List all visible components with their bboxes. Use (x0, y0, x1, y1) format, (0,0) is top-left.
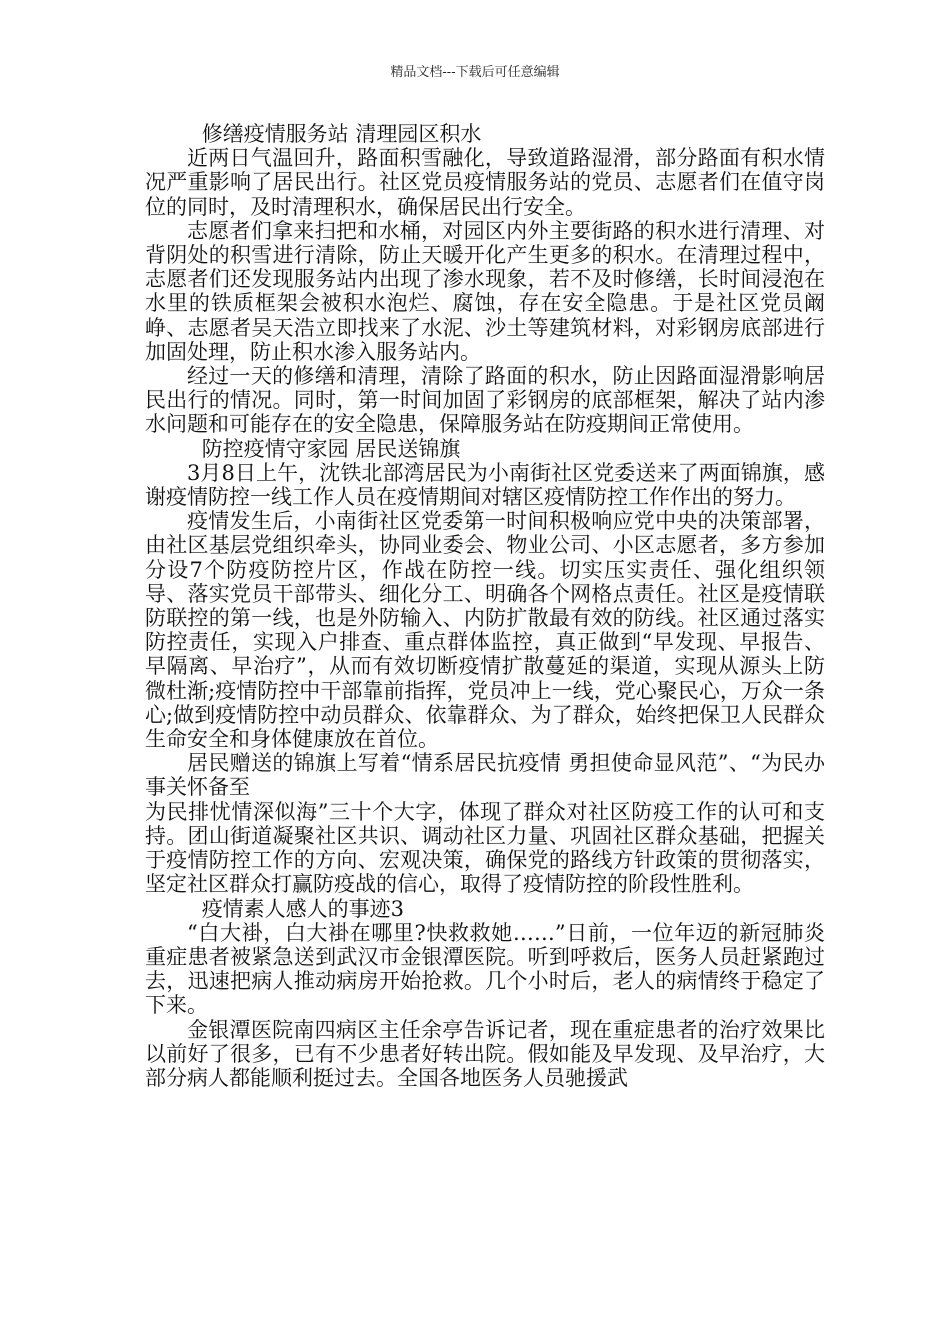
body-paragraph: 近两日气温回升，路面积雪融化，导致道路湿滑，部分路面有积水情况严重影响了居民出行。社区党员疫情服务站的党员、志愿者们在值守岗位的同时，及时清理积水，确保居民出行安全。 (145, 146, 825, 219)
body-paragraph: 居民赠送的锦旗上写着“情系居民抗疫情 勇担使命显风范”、“为民办事关怀备至 (145, 751, 825, 800)
section-title: 修缮疫情服务站 清理园区积水 (201, 122, 482, 146)
page-header: 精品文档---下载后可任意编辑 (390, 65, 560, 80)
body-paragraph: 金银潭医院南四病区主任余亭告诉记者，现在重症患者的治疗效果比以前好了很多，已有不少患者好转出院。假如能及早发现、及早治疗，大部分病人都能顺利挺过去。全国各地医务人员驰援武 (145, 1017, 825, 1090)
section-title: 防控疫情守家园 居民送锦旗 (201, 436, 461, 461)
body-paragraph: 为民排忧情深似海”三十个大字，体现了群众对社区防疫工作的认可和支持。团山街道凝聚社区共识、调动社区力量、巩固社区群众基础，把握关于疫情防控工作的方向、宏观决策，确保党的路线方针政策的贯彻落实，坚定社区群众打赢防疫战的信心，取得了疫情防控的阶段性胜利。 (145, 799, 825, 897)
body-paragraph: 疫情发生后，小南街社区党委第一时间积极响应党中央的决策部署，由社区基层党组织牵头，协同业委会、物业公司、小区志愿者，多方参加分设7个防疫防控片区，作战在防控一线。切实压实责任、强化组织领导、落实党员干部带头、细化分工、明确各个网格点责任。社区是疫情联防联控的第一线，也是外防输入、内防扩散最有效的防线。社区通过落实防控责任，实现入户排查、重点群体监控，真正做到“早发现、早报告、早隔离、早治疗”，从而有效切断疫情扩散蔓延的渠道，实现从源头上防微杜渐;疫情防控中干部靠前指挥，党员冲上一线，党心聚民心，万众一条心;做到疫情防控中动员群众、依靠群众、为了群众，始终把保卫人民群众生命安全和身体健康放在首位。 (145, 509, 825, 752)
document-body (145, 122, 825, 1090)
body-paragraph: 3月8日上午，沈铁北部湾居民为小南街社区党委送来了两面锦旗，感谢疫情防控一线工作人员在疫情期间对辖区疫情防控工作作出的努力。 (145, 460, 825, 510)
section-title: 疫情素人感人的事迹3 (201, 896, 405, 921)
body-paragraph: 志愿者们拿来扫把和水桶，对园区内外主要街路的积水进行清理、对背阴处的积雪进行清除，防止天暖开化产生更多的积水。在清理过程中，志愿者们还发现服务站内出现了渗水现象，若不及时修缮，长时间浸泡在水里的铁质框架会被积水泡烂、腐蚀，存在安全隐患。于是社区党员阚峥、志愿者吴天浩立即找来了水泥、沙土等建筑材料，对彩钢房底部进行加固处理，防止积水渗入服务站内。 (145, 218, 825, 364)
body-paragraph: “白大褂，白大褂在哪里?快救救她……”日前，一位年迈的新冠肺炎重症患者被紧急送到武汉市金银潭医院。听到呼救后，医务人员赶紧跑过去，迅速把病人推动病房开始抢救。几个小时后，老人的病情终于稳定了下来。 (145, 920, 825, 1018)
body-paragraph: 经过一天的修缮和清理，清除了路面的积水，防止因路面湿滑影响居民出行的情况。同时，第一时间加固了彩钢房的底部框架，解决了站内渗水问题和可能存在的安全隐患，保障服务站在防疫期间正常使用。 (145, 364, 825, 437)
